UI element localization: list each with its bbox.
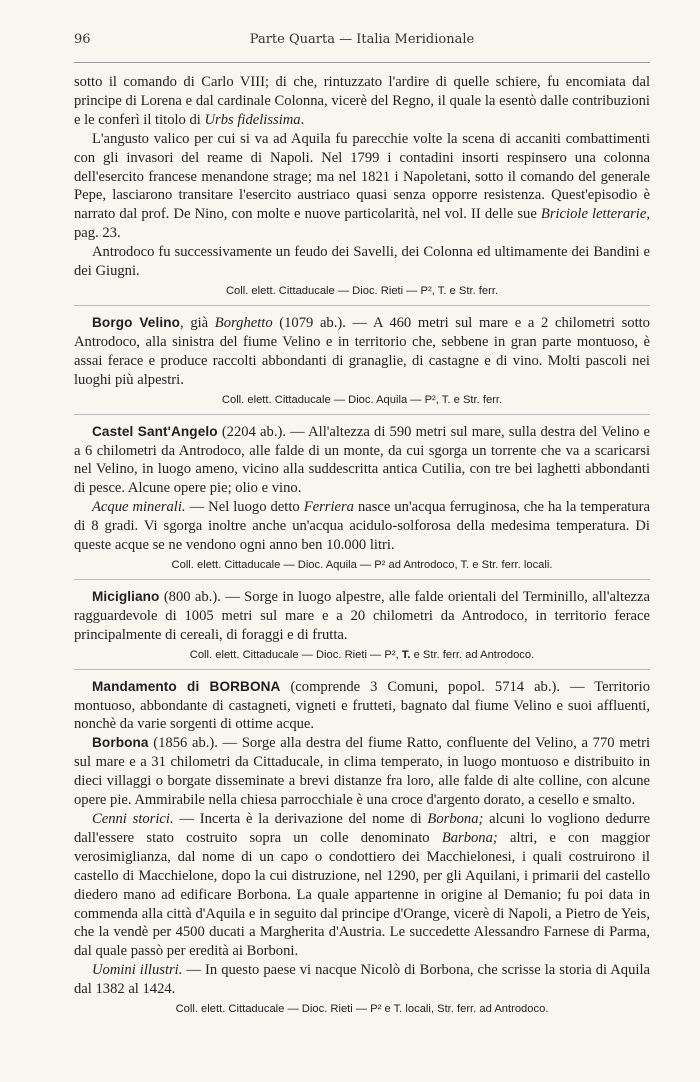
entry-heading: Borbona	[92, 735, 149, 751]
page-header	[74, 32, 650, 54]
collegio-line: Coll. elett. Cittaducale — Dioc. Aquila — P², T. e Str. ferr.	[74, 392, 650, 415]
entry-borbona: Borbona (1856 ab.). — Sorge alla destra del fiume Ratto, confluente del Velino, a 770 metri sul mare e a 31 chilometri da Cittaducale, in clima temperato, in luogo montuoso e distribuito in dieci villaggi o borgate disseminate a brevi distanze fra loro, alle falde di alte colline, con alcune opere pie. Ammirabile nella chiesa parrocchiale è una croce d'argento dorato, a cesello e smalto.	[74, 735, 650, 809]
mandamento-borbona: Mandamento di BORBONA (comprende 3 Comuni, popol. 5714 ab.). — Territorio montuoso, abbondante di castagneti, vigneti e frutteti, bagnato dal fiume Velino e suoi affluenti, nonchè da varie sorgenti di ottime acque.	[74, 678, 650, 733]
entry-heading: Borgo Velino	[92, 314, 181, 330]
running-title: Parte Quarta — Italia Meridionale	[249, 32, 475, 47]
collegio-line: Coll. elett. Cittaducale — Dioc. Rieti — P² e T. locali, Str. ferr. ad Antrodoco.	[175, 1003, 549, 1016]
urbs-fidelissima: Urbs fidelissima	[204, 111, 301, 128]
entry-borgo-velino: Borgo Velino, già Borghetto (1079 ab.). — A 460 metri sul mare e a 2 chilometri sotto Antrodoco, alla sinistra del fiume Velino e in territorio che, sebbene in gran parte montuoso, è assai ferace e produce raccolti abbondanti di granaglie, di castagne e di vino. Molti pascoli nei luoghi più alpestri.	[74, 314, 650, 388]
entry-heading: Castel Sant'Angelo	[92, 423, 218, 439]
intro-paragraph-3: Antrodoco fu successivamente un feudo dei Savelli, dei Colonna ed ultimamente dei Bandini e dei Giugni.	[74, 244, 650, 280]
uomini-illustri-paragraph: Uomini illustri. — In questo paese vi nacque Nicolò di Borbona, che scrisse la storia di Aquila dal 1382 al 1424.	[74, 962, 650, 998]
entry-heading: Micigliano	[92, 588, 160, 604]
header-rule	[74, 62, 650, 63]
collegio-line: Coll. elett. Cittaducale — Dioc. Rieti — P², T. e Str. ferr.	[74, 283, 650, 306]
intro-paragraph-2: L'angusto valico per cui si va ad Aquila fu parecchie volte la scena di accaniti combattimenti con gli invasori del reame di Napoli. Nel 1799 i contadini insorti respinsero una colonna dell'esercito francese menandone strage; ma nel 1821 i Napoletani, sotto il comando del generale Pepe, lasciarono transitare l'esercito austriaco quasi senza opporre resistenza. Quest'episodio è narrato dal prof. De Nino, con molte e nuove particolarità, nel vol. II delle sue Briciole letterarie, pag. 23.	[74, 130, 650, 242]
acque-minerali-paragraph: Acque minerali. — Nel luogo detto Ferriera nasce un'acqua ferruginosa, che ha la temperatura di 8 gradi. Vi sgorga inoltre anche un'acqua acidulo-solforosa della medesima temperatura. Di queste acque se ne vendono ogni anno ben 10.000 litri.	[74, 499, 650, 554]
collegio-line: Coll. elett. Cittaducale — Dioc. Aquila — P² ad Antrodoco, T. e Str. ferr. locali.	[74, 557, 650, 580]
entry-micigliano: Micigliano (800 ab.). — Sorge in luogo alpestre, alle falde orientali del Terminillo, all'altezza ragguardevole di 1005 metri sul mare e a 20 chilometri da Antrodoco, in territorio ferace principalmente di cereali, di foraggi e di frutta.	[74, 588, 650, 643]
entry-castel-santangelo: Castel Sant'Angelo (2204 ab.). — All'altezza di 590 metri sul mare, sulla destra del Velino e a 6 chilometri da Antrodoco, alle falde di un monte, da cui sgorga un torrente che va a scaricarsi nel Velino, in luogo ameno, vicino alla suddescritta antica Cutilia, con tre bei laghetti abbondanti di pesce. Alcune opere pie; olio e vino.	[74, 423, 650, 497]
page-body	[74, 73, 650, 1017]
collegio-line: Coll. elett. Cittaducale — Dioc. Rieti — P², T. e Str. ferr. ad Antrodoco.	[74, 647, 650, 670]
cenni-storici-paragraph: Cenni storici. — Incerta è la derivazione del nome di Borbona; alcuni lo vogliono dedurre dall'essere stato costruito sopra un colle denominato Barbona; altri, e con maggior verosimiglianza, dal nome di un capo o condottiero dei Macchielonesi, i quali costruirono il castello di Macchielone, dopo la cui distruzione, nel 1290, per gli Aquilani, i primarii del castello diedero mano ad edificare Borbona. La quale appartenne in origine al Demanio; fu poi data in commenda alla città d'Aquila e in seguito dal principe d'Orange, vicerè di Napoli, a Pietro de Yeis, che la vendè per 4500 ducati a Margherita d'Austria. Le succedette Alessandro Farnese di Parma, dal quale passò per eredità ai Borboni.	[74, 811, 650, 960]
intro-paragraph-1: sotto il comando di Carlo VIII; di che, rintuzzato l'ardire di quelle schiere, fu encomiata dal principe di Lorena e dal cardinale Colonna, vicerè del Regno, il quale la esentò dalle contribuzioni e le conferì il titolo di Urbs fidelissima.	[74, 74, 650, 128]
page-number: 96	[74, 32, 91, 47]
entry-heading: Mandamento di BORBONA	[92, 678, 281, 694]
briciole-letterarie: Briciole letterarie	[540, 206, 647, 223]
